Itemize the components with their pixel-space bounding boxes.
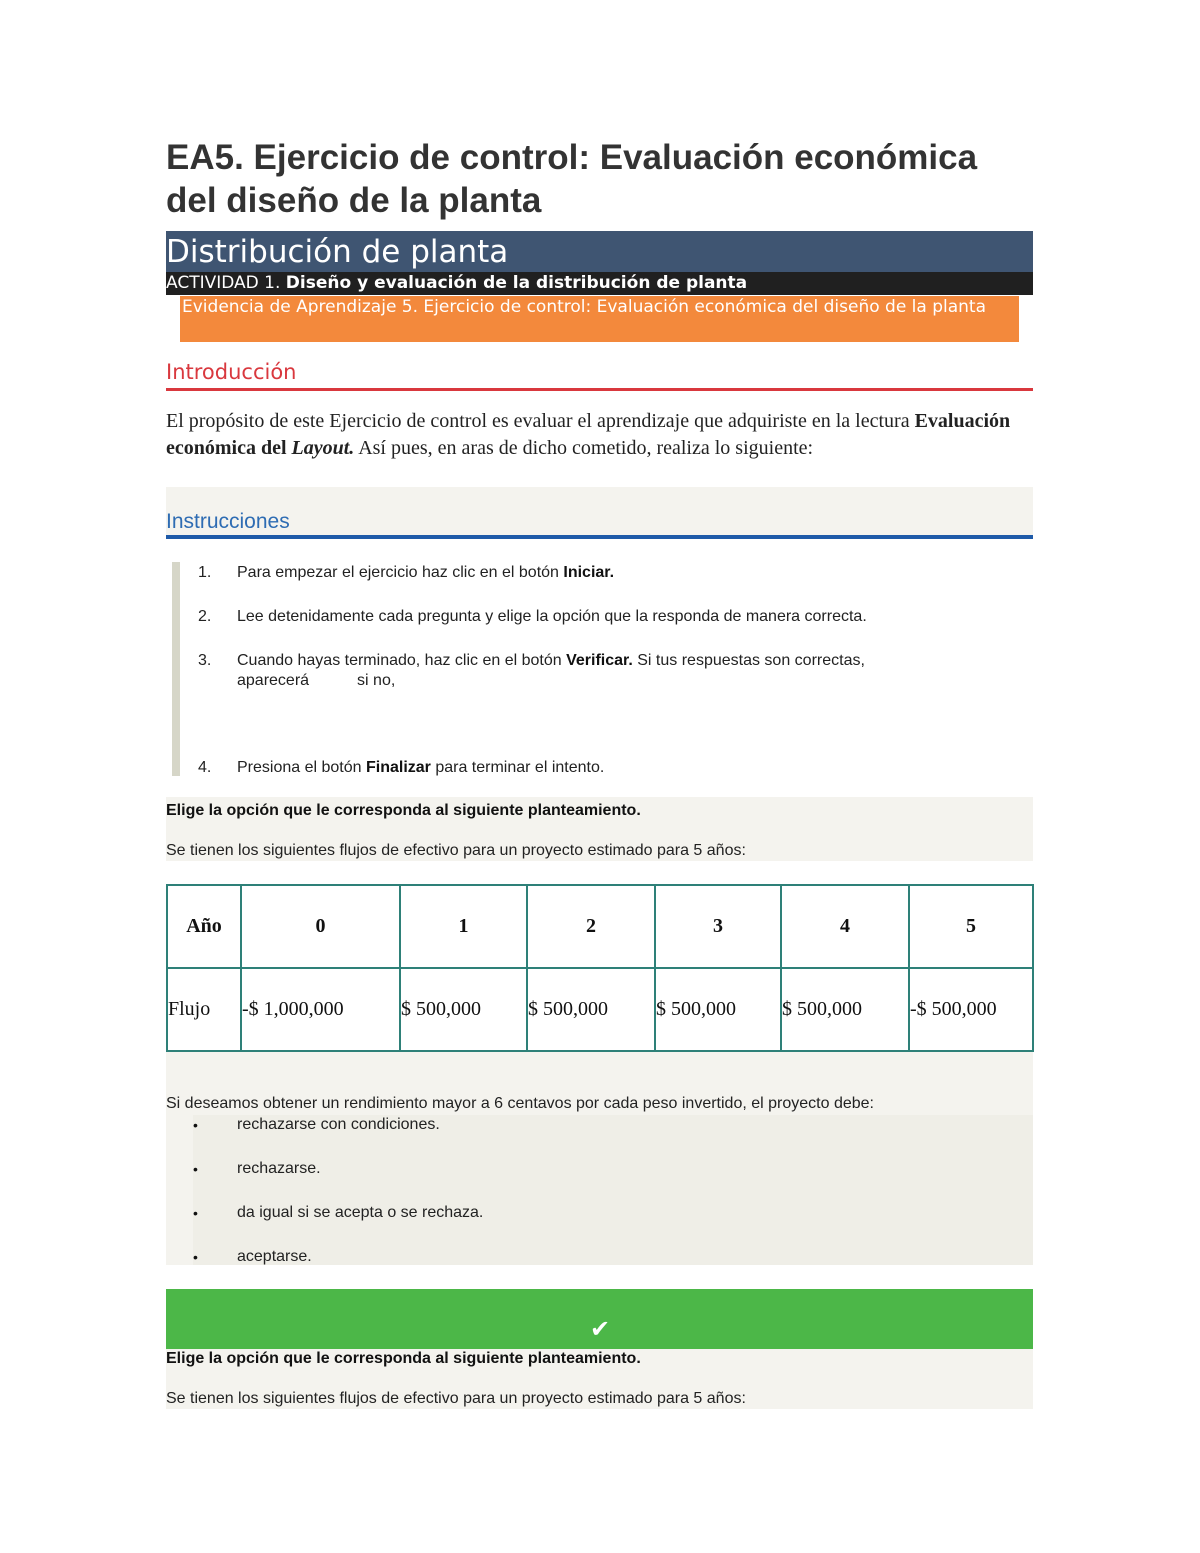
question-1-text: Si deseamos obtener un rendimiento mayor a 6 centavos por cada peso invertido, el proyecto debe:	[166, 1095, 874, 1112]
option-3[interactable]: da igual si se acepta o se rechaza.	[237, 1204, 484, 1221]
activity-banner	[166, 272, 1033, 295]
course-title: Distribución de planta	[166, 234, 509, 270]
table-header-cell: 3	[655, 885, 781, 968]
table-header-cell: 0	[241, 885, 400, 968]
bullet-icon: •	[193, 1205, 198, 1221]
step-text: Para empezar el ejercicio haz clic en el botón	[237, 564, 564, 581]
option-2[interactable]: rechazarse.	[237, 1160, 321, 1177]
table-cell: $ 500,000	[527, 968, 655, 1051]
bullet-icon: •	[193, 1249, 198, 1265]
step-text: Cuando hayas terminado, haz clic en el botón	[237, 652, 567, 669]
options-bg	[193, 1115, 1033, 1265]
intro-reading-title: Evaluación económica del	[166, 410, 1011, 459]
table-header-cell: Año	[167, 885, 241, 968]
step-4	[237, 758, 1027, 778]
intro-text-part: El propósito de este Ejercicio de control es evaluar el aprendizaje que adquiriste en la lectura	[166, 410, 915, 432]
intro-paragraph	[166, 408, 1036, 462]
table-cell: -$ 500,000	[909, 968, 1033, 1051]
table-header-cell: 4	[781, 885, 909, 968]
question-2-prompt: Elige la opción que le corresponda al siguiente planteamiento.	[166, 1350, 641, 1367]
bullet-icon: •	[193, 1117, 198, 1133]
intro-heading: Introducción	[166, 360, 297, 384]
step-number: 1.	[198, 564, 212, 581]
option-4[interactable]: aceptarse.	[237, 1248, 312, 1265]
step-text: Si tus respuestas son correctas,	[632, 652, 865, 669]
step-text: para terminar el intento.	[430, 759, 605, 776]
bullet-icon: •	[193, 1161, 198, 1177]
document-title: EA5. Ejercicio de control: Evaluación económica del diseño de la planta	[166, 138, 978, 220]
instructions-divider	[166, 535, 1033, 539]
step-number: 3.	[198, 652, 212, 669]
activity-prefix: ACTIVIDAD 1.	[166, 273, 281, 293]
table-cell: $ 500,000	[400, 968, 527, 1051]
evidence-banner: Evidencia de Aprendizaje 5. Ejercicio de control: Evaluación económica del diseño de la planta	[180, 296, 1019, 342]
step-text: Presiona el botón	[237, 759, 366, 776]
step-number: 4.	[198, 759, 212, 776]
step-1	[237, 563, 1027, 583]
activity-name: Diseño y evaluación de la distribución de planta	[285, 273, 748, 293]
intro-divider	[166, 388, 1033, 391]
table-header-cell: 5	[909, 885, 1033, 968]
table-cell: -$ 1,000,000	[241, 968, 400, 1051]
instructions-side-bar	[172, 562, 180, 776]
step-button-name: Verificar.	[566, 652, 633, 669]
table-header-row	[167, 885, 1033, 968]
step-text: aparecerá	[237, 672, 310, 689]
instructions-header-bg	[166, 487, 1033, 537]
question-1-statement: Se tienen los siguientes flujos de efectivo para un proyecto estimado para 5 años:	[166, 842, 746, 859]
table-cell: $ 500,000	[655, 968, 781, 1051]
table-row-label: Flujo	[167, 968, 241, 1051]
table-row	[167, 968, 1033, 1051]
question-2-statement: Se tienen los siguientes flujos de efectivo para un proyecto estimado para 5 años:	[166, 1390, 746, 1407]
step-button-name: Finalizar	[365, 759, 431, 776]
table-header-cell: 2	[527, 885, 655, 968]
intro-reading-title-italic: Layout.	[291, 437, 355, 459]
table-header-cell: 1	[400, 885, 527, 968]
check-icon: ✔	[590, 1315, 611, 1343]
step-button-name: Iniciar.	[563, 564, 615, 581]
question-1-prompt: Elige la opción que le corresponda al siguiente planteamiento.	[166, 802, 641, 819]
step-2: Lee detenidamente cada pregunta y elige la opción que la responda de manera correcta.	[237, 608, 867, 625]
step-text: si no,	[357, 672, 396, 689]
cash-flow-table	[166, 884, 1034, 1052]
instructions-heading: Instrucciones	[166, 510, 290, 533]
step-number: 2.	[198, 608, 212, 625]
step-3	[237, 651, 1027, 691]
intro-text-part: Así pues, en aras de dicho cometido, realiza lo siguiente:	[354, 437, 814, 459]
course-banner	[166, 231, 1033, 272]
option-1[interactable]: rechazarse con condiciones.	[237, 1116, 440, 1133]
table-cell: $ 500,000	[781, 968, 909, 1051]
